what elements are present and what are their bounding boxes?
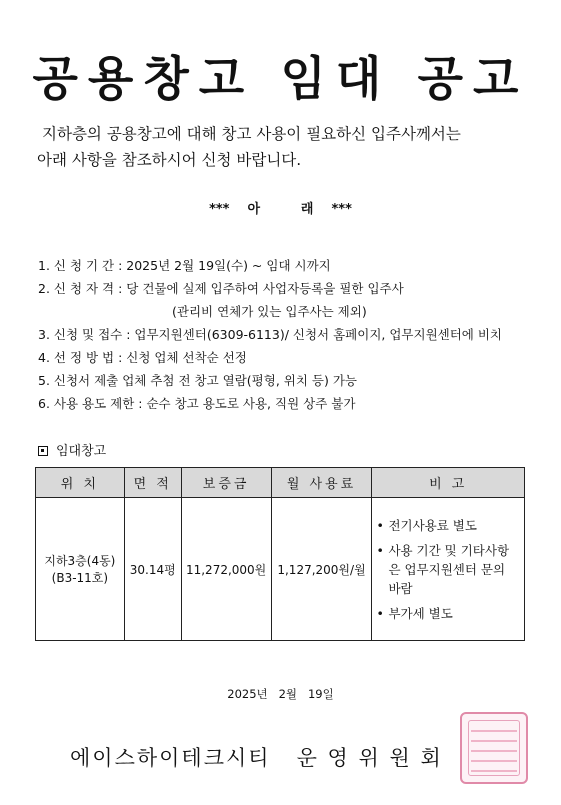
section-title xyxy=(38,440,106,459)
official-seal xyxy=(460,712,528,784)
notice-item-eligibility-note: (관리비 연체가 있는 입주사는 제외) xyxy=(172,304,367,319)
location-line-1: 지하3층(4동) xyxy=(44,554,116,568)
seal-inner-border xyxy=(468,720,520,776)
remark-item: • 전기사용료 별도 xyxy=(376,517,477,533)
cell-monthly-fee: 1,127,200원/월 xyxy=(271,498,372,641)
square-bullet-icon xyxy=(38,446,48,456)
header-remarks: 비 고 xyxy=(372,468,525,498)
signature: 에이스하이테크시티 운 영 위 원 회 xyxy=(70,746,443,770)
header-monthly-fee: 월 사용료 xyxy=(271,468,372,498)
header-area: 면 적 xyxy=(124,468,181,498)
cell-area: 30.14평 xyxy=(124,498,181,641)
section-title-label: 임대창고 xyxy=(56,444,107,459)
notice-item-usage: 6. 사용 용도 제한 : 순수 창고 용도로 사용, 직원 상주 불가 xyxy=(38,396,356,411)
notice-item-period: 1. 신 청 기 간 : 2025년 2월 19일(수) ~ 임대 시까지 xyxy=(38,258,331,273)
intro-line-1: 지하층의 공용창고에 대해 창고 사용이 필요하신 입주사께서는 xyxy=(42,125,461,143)
notice-item-selection: 4. 선 정 방 법 : 신청 업체 선착순 선정 xyxy=(38,350,247,365)
bullet-icon: • xyxy=(376,605,384,621)
table-row xyxy=(36,498,525,641)
cell-remarks xyxy=(372,498,525,641)
notice-heading: *** 아 래 *** xyxy=(209,202,352,217)
lease-table xyxy=(35,467,525,641)
cell-location xyxy=(36,498,125,641)
document-title: 공용창고 임대 공고 xyxy=(32,52,529,107)
notice-item-eligibility: 2. 신 청 자 격 : 당 건물에 실제 입주하여 사업자등록을 필한 입주사 xyxy=(38,281,404,296)
notice-date: 2025년 2월 19일 xyxy=(227,687,334,701)
notice-item-viewing: 5. 신청서 제출 업체 추첨 전 창고 열람(평형, 위치 등) 가능 xyxy=(38,373,357,388)
table-header-row xyxy=(36,468,525,498)
remark-item: • 사용 기간 및 기타사항은 업무지원센터 문의 바람 xyxy=(376,542,510,596)
cell-deposit: 11,272,000원 xyxy=(181,498,271,641)
notice-item-application: 3. 신청 및 접수 : 업무지원센터(6309-6113)/ 신청서 홈페이지, 업무지원센터에 비치 xyxy=(38,327,502,342)
location-line-2: (B3-11호) xyxy=(51,571,109,585)
bullet-icon: • xyxy=(376,517,384,533)
remark-item: • 부가세 별도 xyxy=(376,605,453,621)
bullet-icon: • xyxy=(376,542,384,558)
header-deposit: 보증금 xyxy=(181,468,271,498)
intro-line-2: 아래 사항을 참조하시어 신청 바랍니다. xyxy=(37,151,302,169)
header-location: 위 치 xyxy=(36,468,125,498)
